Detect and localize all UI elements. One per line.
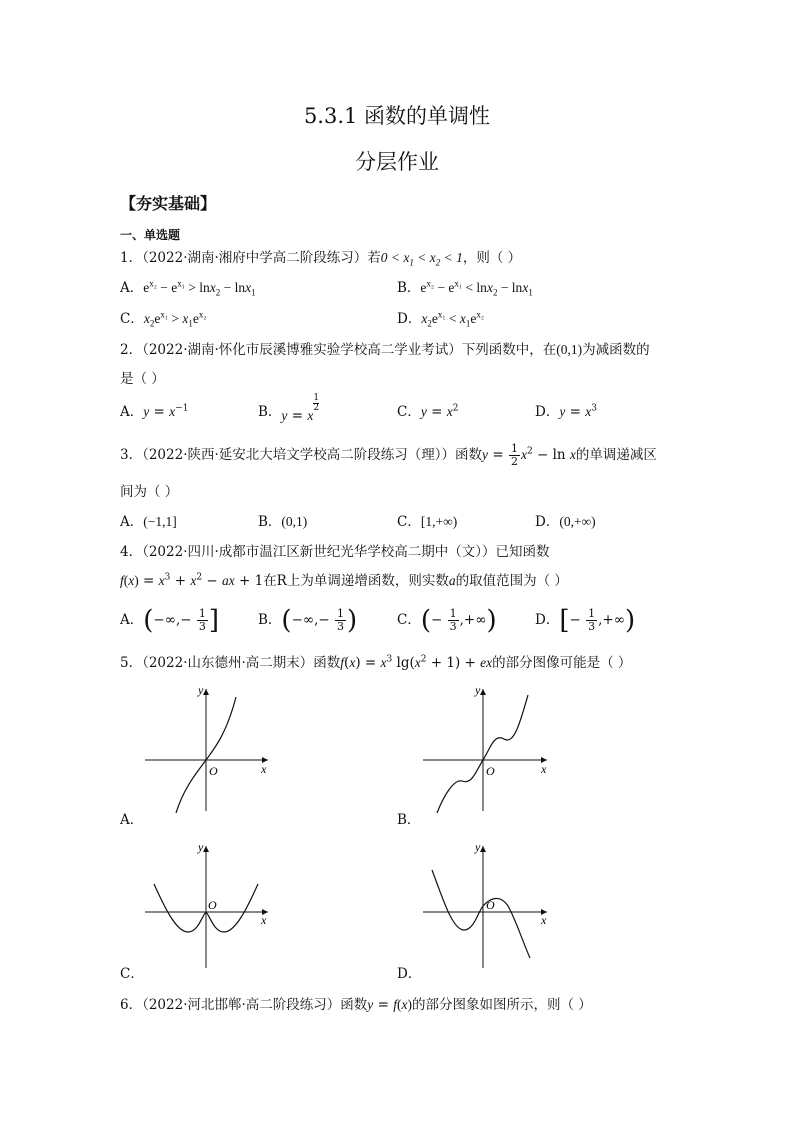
graph-d <box>420 840 555 970</box>
question-2: 2．（2022·湖南·怀化市辰溪博雅实验学校高二学业考试）下列函数中，在(0,1)为减函数的 <box>120 342 650 358</box>
page-subtitle: 分层作业 <box>355 150 439 174</box>
graph-d-label: D． <box>397 966 422 982</box>
x-label: x <box>261 762 267 776</box>
question-2-cont: 是（ ） <box>120 371 165 387</box>
graph-b-label: B． <box>397 812 421 828</box>
q4-option-d: D．[− $\frac{1}{3}$ ,+∞) <box>535 605 636 636</box>
graph-a-label: A． <box>120 812 144 828</box>
question-1-text: 1．（2022·湖南·湘府中学高二阶段练习）若 <box>120 250 381 266</box>
q4-option-c: C．(− $\frac{1}{3}$ ,+∞) <box>397 605 497 636</box>
origin-label: O <box>209 764 218 778</box>
question-6: 6．（2022·河北邯郸·高二阶段练习）函数y = f(x)的部分图象如图所示，则（ ） <box>120 997 592 1013</box>
q2-option-a: A．$y = x^{-1}$ <box>120 403 189 420</box>
curve <box>432 870 530 958</box>
x-label: x <box>541 913 547 927</box>
origin-label: O <box>208 898 217 912</box>
question-4-line2: $f(x) = x^3 + x^2$ − ax + 1在R上为单调递增函数，则实数a的取值范围为（ ） <box>120 572 568 589</box>
q3-option-b: B．(0,1) <box>258 514 308 530</box>
y-axis-arrow <box>203 689 209 695</box>
y-axis-arrow <box>480 846 486 852</box>
q1-option-a: A．$e^{x_2} - e^{x_1} > \ln x_2 - \ln x_1$ <box>120 278 256 298</box>
graph-c-label: C． <box>120 966 144 982</box>
x-label: x <box>261 913 267 927</box>
y-label: y <box>475 840 481 854</box>
graph-b <box>420 683 555 813</box>
y-label: y <box>198 840 204 854</box>
graph-a <box>140 683 280 813</box>
question-1-condition: $0 < x_1 < x_2 < 1$ <box>380 250 463 268</box>
origin-label: O <box>486 764 495 778</box>
y-label: y <box>475 683 481 697</box>
q2-option-d: D．$y = x^3$ <box>535 403 597 420</box>
q4-option-b: B．(−∞,− $\frac{1}{3}$ ) <box>258 605 358 636</box>
q4-option-a: A．(−∞,− $\frac{1}{3}$ ] <box>120 605 220 636</box>
part-heading: 一、单选题 <box>120 228 181 242</box>
question-1-tail: ，则（ ） <box>462 250 522 266</box>
q3-option-a: A．(−1,1] <box>120 514 177 530</box>
q3-option-d: D．(0,+∞) <box>535 514 596 530</box>
y-label: y <box>198 683 204 697</box>
question-4: 4．（2022·四川·成都市温江区新世纪光华学校高二期中（文））已知函数 <box>120 544 550 560</box>
q3-option-c: C．[1,+∞) <box>397 514 458 530</box>
q2-option-b: B．y = x $\frac{1}{2}$ <box>258 393 320 424</box>
q2-option-c: C．$y = x^2$ <box>397 403 459 420</box>
section-tag: 【夯实基础】 <box>120 194 217 213</box>
page-title: 5.3.1 函数的单调性 <box>303 104 491 128</box>
q1-option-d: D．$x_2e^{x_1} < x_1e^{x_2}$ <box>397 309 484 329</box>
question-3-cont: 间为（ ） <box>120 484 179 500</box>
question-1 <box>120 246 521 268</box>
x-label: x <box>541 762 547 776</box>
graph-c <box>140 840 280 970</box>
y-axis-arrow <box>203 846 209 852</box>
origin-label: O <box>486 898 495 912</box>
y-axis-arrow <box>480 689 486 695</box>
question-3: 3．（2022·陕西·延安北大培文学校高二阶段练习（理））函数y = $\frac{1}{2}$ $x^2 - \ln x$的单调递减区 <box>120 442 657 468</box>
q1-option-b: B．$e^{x_2} - e^{x_1} < \ln x_2 - \ln x_1$ <box>397 278 533 298</box>
question-5: 5．（2022·山东德州·高二期末）函数$f(x) = x^3$ $\lg(x^2 + 1)$ + ex的部分图像可能是（ ） <box>120 654 632 671</box>
q1-option-c: C．$x_2e^{x_1} > x_1e^{x_2}$ <box>120 309 207 329</box>
